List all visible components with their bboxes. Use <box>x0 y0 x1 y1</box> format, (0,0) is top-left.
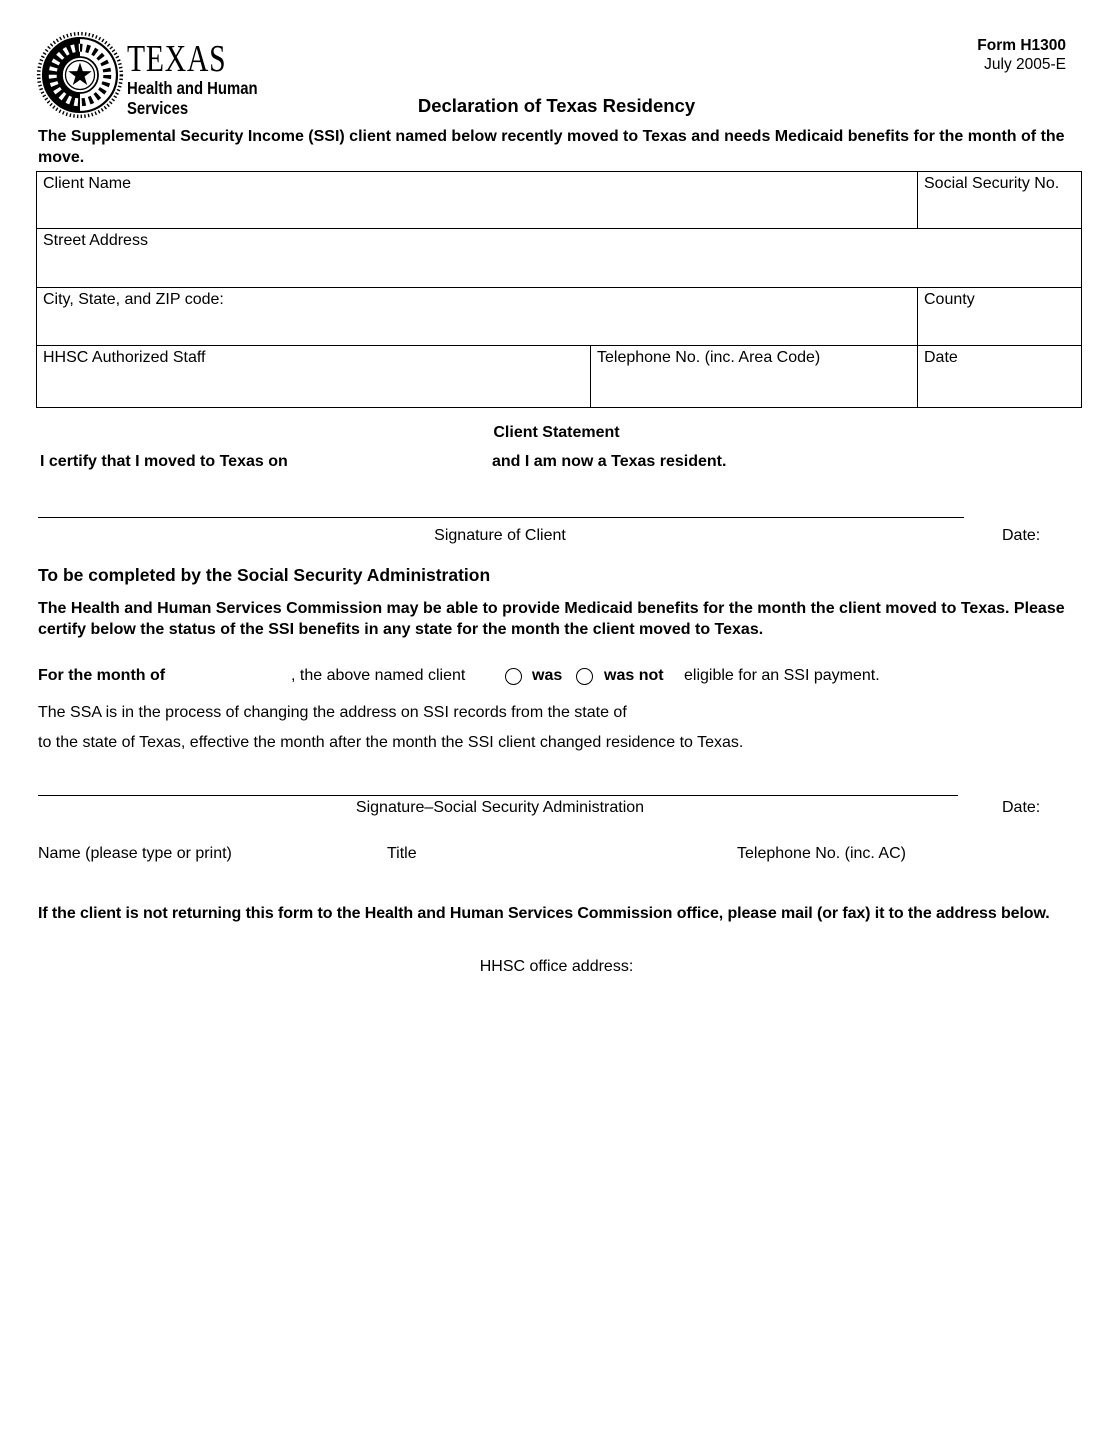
month-prefix: For the month of <box>38 667 166 684</box>
agency-subtitle-line2: Services <box>127 97 189 118</box>
was-label: was <box>532 667 563 684</box>
ssa-signature-label: Signature–Social Security Administration <box>355 799 645 816</box>
city-state-zip-label: City, State, and ZIP code: <box>43 291 224 308</box>
certify-prefix: I certify that I moved to Texas on <box>40 453 288 470</box>
client-info-table <box>36 171 1082 408</box>
intro-paragraph: The Supplemental Security Income (SSI) client named below recently moved to Texas and needs Medicaid benefits for the month of the move. <box>38 128 1065 166</box>
ssa-title-label: Title <box>387 845 417 862</box>
ssa-title-field[interactable] <box>387 862 717 886</box>
ssa-instructions: The Health and Human Services Commission may be able to provide Medicaid benefits for the month the client moved to Texas. Please certify below the status of the SSI benefits in any state for the month the client moved to Texas. <box>38 600 1065 638</box>
page-title: Declaration of Texas Residency <box>417 95 696 116</box>
address-change-line2: to the state of Texas, effective the month after the month the SSI client changed residence to Texas. <box>38 734 744 751</box>
was-not-radio[interactable] <box>576 668 593 685</box>
city-state-zip-field[interactable] <box>37 288 918 346</box>
ssa-section-heading: To be completed by the Social Security Administration <box>38 565 491 585</box>
hhsc-office-address-field[interactable] <box>400 980 720 1060</box>
address-change-line1: The SSA is in the process of changing the address on SSI records from the state of <box>38 704 627 721</box>
telephone-field[interactable] <box>591 346 918 408</box>
table-row <box>37 288 1082 346</box>
client-statement-heading: Client Statement <box>493 424 620 441</box>
form-meta <box>977 36 1066 74</box>
street-address-field[interactable] <box>37 229 1082 288</box>
form-revision: July 2005-E <box>984 56 1066 73</box>
telephone-label: Telephone No. (inc. Area Code) <box>597 349 821 366</box>
month-middle: , the above named client <box>291 667 466 684</box>
client-name-field[interactable] <box>37 172 918 229</box>
hhsc-authorized-staff-label: HHSC Authorized Staff <box>43 349 206 366</box>
month-field[interactable] <box>195 664 285 686</box>
client-signature-line[interactable] <box>38 517 964 518</box>
certify-suffix: and I am now a Texas resident. <box>492 453 727 470</box>
client-signature-label: Signature of Client <box>434 527 566 544</box>
ssa-telephone-label: Telephone No. (inc. AC) <box>737 845 906 862</box>
county-label: County <box>924 291 975 308</box>
date-label: Date <box>924 349 958 366</box>
date-field[interactable] <box>918 346 1082 408</box>
social-security-no-label: Social Security No. <box>924 175 1060 192</box>
table-row <box>37 346 1082 408</box>
form-number: Form H1300 <box>977 37 1066 54</box>
agency-subtitle-line1: Health and Human <box>127 78 258 98</box>
hhsc-office-address-label: HHSC office address: <box>479 958 634 975</box>
month-suffix: eligible for an SSI payment. <box>684 667 880 684</box>
street-address-label: Street Address <box>43 232 148 249</box>
mailing-instructions: If the client is not returning this form to the Health and Human Services Commission office, please mail (or fax) it to the address below. <box>38 905 1050 922</box>
ssa-name-field[interactable] <box>38 862 368 886</box>
client-signature-date-label: Date: <box>1002 527 1041 544</box>
ssa-signature-date-label: Date: <box>1002 799 1041 816</box>
was-not-label: was not <box>604 667 664 684</box>
ssa-signature-line[interactable] <box>38 795 958 796</box>
was-radio[interactable] <box>505 668 522 685</box>
state-from-field[interactable] <box>712 701 1012 723</box>
client-name-label: Client Name <box>43 175 132 192</box>
move-date-field[interactable] <box>312 450 482 472</box>
ssa-telephone-field[interactable] <box>737 862 1037 886</box>
county-field[interactable] <box>918 288 1082 346</box>
social-security-no-field[interactable] <box>918 172 1082 229</box>
table-row <box>37 229 1082 288</box>
hhsc-authorized-staff-field[interactable] <box>37 346 591 408</box>
ssa-name-label: Name (please type or print) <box>38 845 232 862</box>
agency-name: TEXAS <box>127 38 227 80</box>
table-row <box>37 172 1082 229</box>
